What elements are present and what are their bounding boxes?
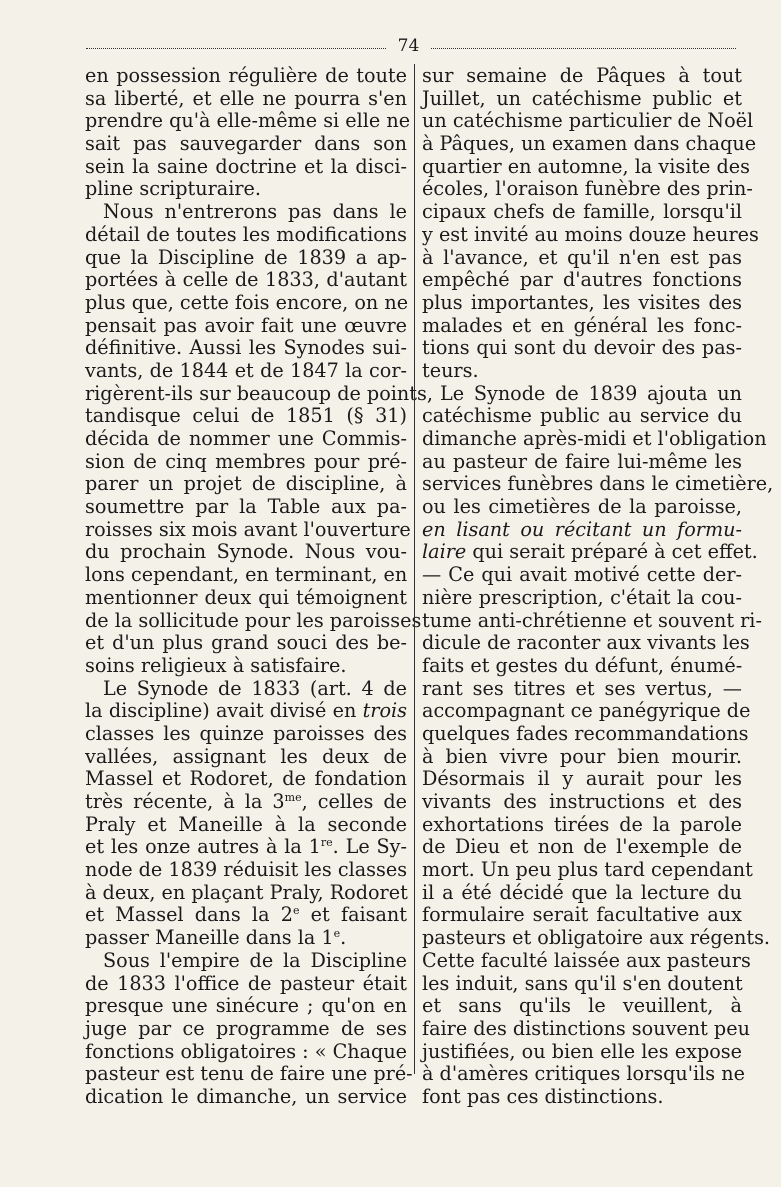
text-line [422, 564, 742, 587]
text-line [85, 451, 407, 474]
text-line [85, 473, 407, 496]
line-text: décida de nommer une Commis- [85, 427, 407, 450]
line-text-tail: qui serait préparé à cet effet. [466, 540, 758, 564]
line-text: sion de cinq membres pour pré- [85, 449, 407, 473]
text-line [422, 746, 742, 769]
line-text: à Pâques, un examen dans chaque [422, 132, 757, 156]
line-text-tail: . Le Sy- [332, 835, 407, 859]
text-line [85, 201, 407, 224]
text-line [85, 587, 407, 610]
text-line [422, 858, 753, 882]
text-line [85, 337, 407, 360]
text-line [422, 451, 742, 474]
text-line [422, 608, 762, 633]
line-text: plus importantes, les visites des [422, 290, 742, 314]
ordinal-superscript: me [284, 791, 302, 804]
line-text: quelques fades recommandations [422, 721, 749, 745]
line-text-tail: . [340, 926, 347, 950]
line-text: à d'amères critiques lorsqu'ils ne [422, 1062, 745, 1086]
line-text: Le Synode de 1833 (art. 4 de [103, 676, 407, 700]
line-text: dication le dimanche, un service [85, 1084, 407, 1108]
line-text: nière prescription, c'était la cou- [422, 585, 742, 609]
text-line [85, 608, 422, 633]
text-line [422, 109, 754, 133]
text-line [85, 517, 411, 542]
line-text: dimanche après-midi et l'obligation [422, 427, 767, 450]
text-line [422, 791, 742, 814]
line-text: sa liberté, et elle ne pourra s'en [85, 86, 407, 110]
text-line [422, 405, 742, 428]
text-line [85, 814, 407, 837]
text-line [422, 721, 749, 746]
text-line [422, 247, 742, 270]
text-line [422, 360, 742, 383]
text-line [422, 154, 750, 179]
text-line [422, 995, 742, 1018]
text-line [422, 1016, 750, 1041]
text-line [422, 699, 751, 723]
line-text: les induit, sans qu'il s'en doutent [422, 971, 743, 995]
text-line [85, 723, 407, 746]
line-text: soins religieux à satisfaire. [85, 653, 347, 677]
text-line [422, 269, 742, 292]
line-text: — Ce qui avait motivé cette der- [422, 563, 742, 587]
text-line [85, 405, 407, 428]
line-text: pline scripturaire. [85, 177, 261, 201]
text-line [85, 700, 407, 723]
ordinal-superscript: re [320, 836, 333, 850]
line-text: Sous l'empire de la Discipline [103, 948, 407, 972]
text-line [85, 927, 407, 950]
line-text: Massel et Rodoret, de fondation [85, 767, 407, 791]
line-text: rant ses titres et ses vertus, — [422, 676, 742, 700]
line-text: Praly et Maneille à la seconde [85, 812, 407, 836]
text-line [422, 836, 742, 859]
text-line [85, 882, 407, 905]
text-line [85, 88, 407, 111]
line-text: écoles, l'oraison funèbre des prin- [422, 177, 753, 201]
right-text-column [422, 64, 774, 1109]
line-text: et Massel dans la 2 [85, 903, 293, 927]
text-line [85, 768, 407, 791]
line-text: exhortations tirées de la parole [422, 812, 742, 836]
line-text: mentionner deux qui témoignent [85, 585, 407, 609]
line-text: roisses six mois avant l'ouverture [85, 517, 411, 541]
line-text: tandisque celui de 1851 (§ 31) [85, 404, 407, 428]
text-line [422, 65, 742, 88]
line-text: tume anti-chrétienne et souvent ri- [422, 608, 762, 632]
line-text: vallées, assignant les deux de [85, 744, 407, 768]
text-line [422, 315, 742, 338]
line-text: accompagnant ce panégyrique de [422, 699, 751, 723]
italic-text: laire [422, 540, 467, 564]
line-text: font pas ces distinctions. [422, 1084, 664, 1108]
text-line [422, 678, 742, 701]
line-text: détail de toutes les modifications [85, 222, 407, 246]
line-text: teurs. [422, 358, 479, 382]
text-line [85, 859, 407, 882]
line-text: et les onze autres à la 1 [85, 835, 321, 859]
line-text: soumettre par la Table aux pa- [85, 495, 407, 519]
line-text: de 1833 l'office de pasteur était [85, 971, 407, 995]
text-line [85, 269, 407, 292]
text-line [85, 428, 407, 451]
text-line [422, 948, 751, 973]
text-line [422, 631, 750, 655]
line-text: la discipline) avait divisé en [85, 699, 357, 723]
line-text: ou les cimetières de la paroisse, [422, 495, 742, 519]
line-text-tail: et faisant [299, 903, 407, 927]
header-rule-left [86, 48, 386, 49]
text-line [422, 926, 771, 950]
text-line [85, 247, 407, 270]
line-text: sein la saine doctrine et la disci- [85, 154, 407, 178]
line-text: pasteur est tenu de faire une pré- [85, 1062, 413, 1086]
line-text: portées à celle de 1833, d'autant [85, 268, 407, 292]
line-text: cipaux chefs de famille, lorsqu'il [422, 200, 742, 224]
ordinal-superscript: e [292, 904, 300, 918]
line-text: du prochain Synode. Nous vou- [85, 540, 407, 564]
line-text: il a été décidé que la lecture du [422, 880, 742, 904]
text-line [85, 224, 407, 247]
line-text: faits et gestes du défunt, énumé- [422, 653, 743, 677]
line-text: de Dieu et non de l'exemple de [422, 835, 742, 859]
italic-text: trois [362, 699, 407, 723]
line-text: en possession régulière de toute [85, 64, 407, 87]
line-text: quartier en automne, la visite des [422, 154, 750, 178]
text-line [422, 472, 774, 496]
text-line [85, 995, 407, 1018]
line-text: très récente, à la 3 [85, 790, 285, 813]
text-line [422, 496, 742, 519]
text-line [85, 156, 407, 179]
line-text: Juillet, un catéchisme public et [422, 86, 742, 110]
text-line [85, 541, 407, 564]
text-line [85, 950, 407, 973]
line-text: que la Discipline de 1839 a ap- [85, 245, 407, 269]
line-text: un catéchisme particulier de Noël [422, 109, 754, 133]
text-line [85, 973, 407, 996]
text-line [85, 836, 407, 859]
line-text: Nous n'entrerons pas dans le [103, 200, 407, 224]
line-text: prendre qu'à elle-même si elle ne [85, 109, 411, 133]
column-divider [414, 64, 415, 1074]
line-text: et sans qu'ils le veuillent, à [422, 994, 742, 1018]
italic-text: en lisant ou récitant un formu- [422, 517, 742, 541]
text-line [85, 904, 407, 927]
text-line [422, 768, 742, 791]
text-line [422, 587, 742, 610]
text-line [85, 381, 433, 406]
text-line [422, 383, 742, 406]
line-text: formulaire serait facultative aux [422, 903, 742, 927]
text-line [85, 315, 407, 338]
line-text: faire des distinctions souvent peu [422, 1016, 750, 1040]
line-text: passer Maneille dans la 1 [85, 926, 334, 950]
text-line [85, 496, 407, 519]
text-line [85, 133, 407, 156]
line-text: Cette faculté laissée aux pasteurs [422, 948, 751, 972]
line-text: malades et en général les fonc- [422, 313, 742, 337]
text-line [85, 1041, 407, 1064]
text-line [422, 132, 757, 156]
line-text: vivants des instructions et des [422, 790, 742, 813]
page-header [86, 36, 736, 56]
text-line [85, 632, 407, 655]
line-text: sur semaine de Pâques à tout [422, 64, 742, 87]
text-line [422, 88, 742, 111]
line-text: classes les quinze paroisses des [85, 721, 407, 745]
line-text: parer un projet de discipline, à [85, 472, 407, 496]
line-text: tions qui sont du devoir des pas- [422, 336, 742, 360]
text-line [85, 746, 407, 769]
text-line [85, 65, 407, 88]
text-line [422, 519, 742, 542]
text-line [422, 177, 753, 201]
text-line [422, 540, 758, 564]
line-text: définitive. Aussi les Synodes sui- [85, 336, 407, 360]
text-line [85, 1086, 407, 1109]
text-line [85, 1062, 413, 1086]
line-text: au pasteur de faire lui-même les [422, 449, 742, 473]
page-number: 74 [397, 36, 420, 56]
line-text: plus que, cette fois encore, on ne [85, 290, 409, 314]
text-line [422, 1062, 745, 1086]
line-text: pasteurs et obligatoire aux régents. [422, 926, 771, 950]
text-line [422, 292, 742, 315]
line-text: lons cependant, en terminant, en [85, 563, 408, 587]
line-text: mort. Un peu plus tard cependant [422, 858, 753, 882]
line-text: de la sollicitude pour les paroisses [85, 608, 422, 632]
line-text: catéchisme public au service du [422, 404, 742, 428]
left-text-column [85, 64, 433, 1109]
line-text: y est invité au moins douze heures [422, 222, 759, 246]
line-text: sait pas sauvegarder dans son [85, 132, 407, 156]
text-line [422, 814, 742, 837]
text-line [422, 655, 742, 678]
line-text: à deux, en plaçant Praly, Rodoret [85, 880, 408, 904]
line-text: pensait pas avoir fait une œuvre [85, 313, 407, 337]
line-text-tail: , celles de [301, 790, 407, 813]
line-text: rigèrent-ils sur beaucoup de points, [85, 381, 433, 405]
line-text: vants, de 1844 et de 1847 la cor- [85, 358, 407, 382]
text-line [422, 882, 742, 905]
line-text: et d'un plus grand souci des be- [85, 631, 407, 655]
line-text: à bien vivre pour bien mourir. [422, 744, 742, 768]
text-line [422, 201, 742, 224]
text-line [85, 791, 407, 814]
text-line [422, 973, 742, 996]
text-line [422, 337, 742, 360]
line-text: juge par ce programme de ses [85, 1016, 407, 1040]
text-line [422, 427, 767, 451]
line-text: services funèbres dans le cimetière, [422, 472, 774, 496]
line-text: justifiées, ou bien elle les expose [422, 1039, 742, 1063]
text-line [85, 1018, 407, 1041]
text-line [85, 678, 407, 701]
text-line [85, 178, 407, 201]
text-line [85, 292, 407, 315]
text-line [422, 1041, 742, 1064]
line-text: Désormais il y aurait pour les [422, 767, 742, 791]
text-line [85, 360, 407, 383]
line-text: Le Synode de 1839 ajouta un [440, 381, 742, 405]
line-text: empêché par d'autres fonctions [422, 268, 742, 292]
text-line [85, 655, 407, 678]
line-text: presque une sinécure ; qu'on en [85, 994, 407, 1018]
ordinal-superscript: e [333, 927, 341, 941]
header-rule-right [431, 48, 736, 49]
text-line [422, 904, 742, 927]
line-text: node de 1839 réduisit les classes [85, 858, 408, 882]
line-text: à l'avance, et qu'il n'en est pas [422, 245, 742, 269]
line-text: dicule de raconter aux vivants les [422, 631, 750, 655]
text-line [422, 1086, 742, 1109]
line-text: fonctions obligatoires : « Chaque [85, 1039, 408, 1063]
text-line [85, 564, 407, 587]
text-line [422, 222, 759, 247]
text-line [85, 109, 411, 133]
